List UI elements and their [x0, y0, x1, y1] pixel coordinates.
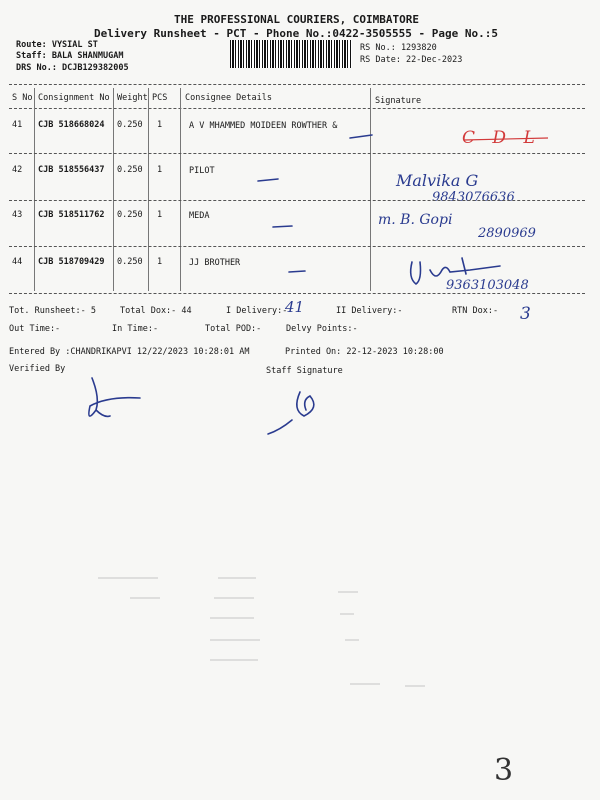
col-header-sno: S No	[12, 93, 33, 103]
row-44-signature-phone: 9363103048	[446, 278, 529, 293]
row-41-sno: 41	[12, 120, 23, 130]
row-44-consignee: JJ BROTHER	[189, 258, 241, 268]
out-time-label: Out Time:-	[9, 324, 61, 334]
page-mark: 3	[494, 753, 514, 788]
row-43-sno: 43	[12, 210, 23, 220]
company-title: THE PROFESSIONAL COURIERS, COIMBATORE	[174, 13, 420, 26]
total-dox: Total Dox:- 44	[120, 306, 192, 316]
rs-number: RS No.: 1293820	[360, 43, 437, 53]
drs-number: DRS No.: DCJB129382005	[16, 63, 129, 73]
rs-date: RS Date: 22-Dec-2023	[360, 55, 463, 65]
runsheet-subtitle: Delivery Runsheet - PCT - Phone No.:0422-3505555 - Page No.:5	[94, 27, 498, 40]
col-header-consignee: Consignee Details	[185, 93, 272, 103]
delvy-points-label: Delvy Points:-	[286, 324, 358, 334]
row-42-sno: 42	[12, 165, 23, 175]
row-41-consignment: CJB 518668024	[38, 120, 105, 130]
row-42-pcs: 1	[157, 165, 163, 175]
row-42-weight: 0.250	[117, 165, 143, 175]
col-header-consignment: Consignment No	[38, 93, 110, 103]
entered-by: Entered By :CHANDRIKAPVI 12/22/2023 10:28:01 AM	[9, 347, 250, 357]
rtn-dox-value: 3	[520, 304, 531, 324]
row-42-consignment: CJB 518556437	[38, 165, 105, 175]
row-43-weight: 0.250	[117, 210, 143, 220]
ii-delivery-label: II Delivery:-	[336, 306, 403, 316]
row-41-pcs: 1	[157, 120, 163, 130]
rtn-dox-label: RTN Dox:-	[452, 306, 499, 316]
i-delivery-label: I Delivery:-	[226, 306, 288, 316]
row-42-signature-phone: 9843076636	[432, 190, 515, 205]
tot-runsheet: Tot. Runsheet:- 5	[9, 306, 96, 316]
row-42-consignee: PILOT	[189, 166, 215, 176]
row-41-consignee: A V MHAMMED MOIDEEN ROWTHER &	[189, 121, 338, 131]
total-pod-label: Total POD:-	[205, 324, 262, 334]
col-header-pcs: PCS	[152, 93, 168, 103]
staff-signature-label: Staff Signature	[266, 366, 343, 376]
in-time-label: In Time:-	[112, 324, 159, 334]
staff-label: Staff: BALA SHANMUGAM	[16, 51, 124, 61]
row-43-signature-phone: 2890969	[478, 226, 536, 241]
route-label: Route: VYSIAL ST	[16, 40, 98, 50]
row-41-weight: 0.250	[117, 120, 143, 130]
row-44-sno: 44	[12, 257, 23, 267]
row-44-weight: 0.250	[117, 257, 143, 267]
row-43-pcs: 1	[157, 210, 163, 220]
row-43-consignment: CJB 518511762	[38, 210, 105, 220]
row-44-consignment: CJB 518709429	[38, 257, 105, 267]
i-delivery-value: 41	[285, 298, 305, 316]
row-42-signature-name: Malvika G	[396, 171, 479, 190]
row-43-signature-name: m. B. Gopi	[378, 212, 453, 228]
col-header-signature: Signature	[375, 96, 422, 106]
printed-on: Printed On: 22-12-2023 10:28:00	[285, 347, 444, 357]
col-header-weight: Weight	[117, 93, 148, 103]
row-43-consignee: MEDA	[189, 211, 210, 221]
verified-by-label: Verified By	[9, 364, 66, 374]
row-41-signature-text: C D L	[462, 128, 541, 148]
row-44-pcs: 1	[157, 257, 163, 267]
